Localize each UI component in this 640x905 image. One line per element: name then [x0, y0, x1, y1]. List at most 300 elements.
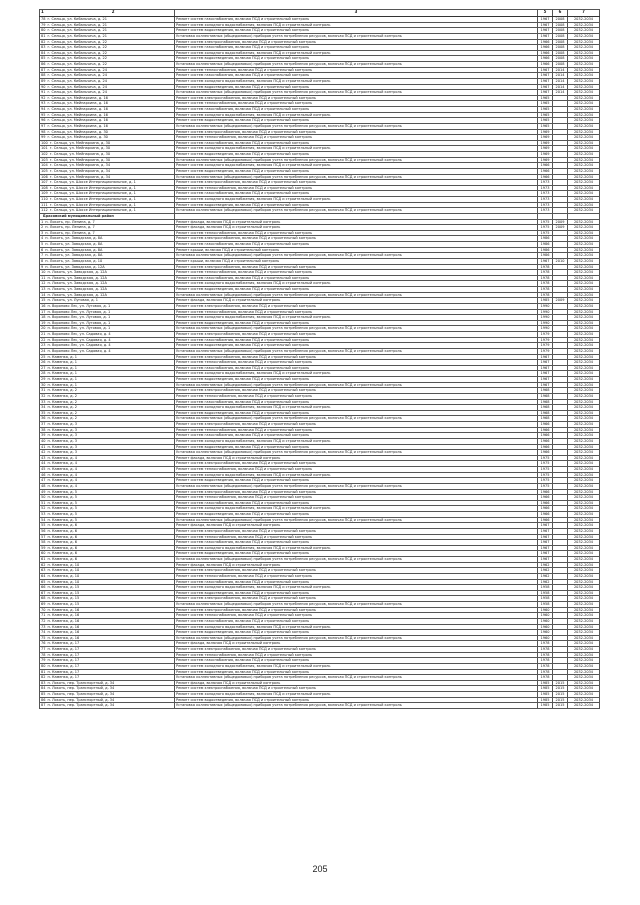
work-type-cell: Ремонт фасада, включая ПСД и строительный контроль [175, 523, 538, 529]
address-cell: п. Каменка, д. 17 [47, 663, 80, 668]
address-cell: п. Локоть, пер. Транспортный, д. 34 [47, 697, 115, 702]
year-built-cell: 1978 [538, 652, 553, 658]
row-number: 14 [41, 292, 46, 297]
work-type-cell: Ремонт систем холодного водоснабжения, включая ПСД и строительный контроль [175, 472, 538, 478]
address-cell: п. Вороново Лес, ул. Луговая, д. 1 [47, 320, 111, 325]
address-cell: п. Каменка, д. 10 [47, 562, 80, 567]
planned-period-cell: 2032-2034 [568, 405, 600, 411]
year-built-cell: 1985 [538, 298, 553, 304]
year-built-cell: 1967 [538, 33, 553, 39]
work-type-cell: Ремонт систем водоотведения, включая ПСД и строительный контроль [175, 168, 538, 174]
planned-period-cell: 2032-2034 [568, 62, 600, 68]
year-built-cell: 1967 [538, 377, 553, 383]
address-cell: г. Сельцо, ул. Шоссе Интернациональное, д. 1 [49, 202, 136, 207]
address-cell: п. Каменка, д. 5 [47, 517, 78, 522]
planned-period-cell: 2032-2034 [568, 647, 600, 653]
row-number: 93 [41, 100, 46, 106]
row-number: 7 [41, 252, 44, 258]
work-type-cell: Ремонт систем водоотведения, включая ПСД и строительный контроль [175, 84, 538, 90]
work-type-cell: Установка коллективных (общедомовых) приборов учета потребления ресурсов, включая ПСД и строительный контроль [175, 703, 538, 709]
row-number: 108 [41, 185, 48, 190]
planned-period-cell: 2032-2034 [568, 438, 600, 444]
address-cell: п. Локоть, пер. Транспортный, д. 34 [47, 680, 115, 685]
year-built-cell: 1966 [538, 489, 553, 495]
row-number: 24 [41, 348, 46, 353]
row-number: 85 [41, 691, 46, 697]
planned-period-cell: 2032-2034 [568, 658, 600, 664]
work-type-cell: Ремонт систем газоснабжения, включая ПСД и строительный контроль [175, 433, 538, 439]
header-cell: 6 [553, 10, 568, 17]
row-number: 70 [41, 607, 46, 612]
planned-period-cell: 2032-2034 [568, 191, 600, 197]
planned-period-cell: 2032-2034 [568, 326, 600, 332]
year-built-cell: 1978 [538, 647, 553, 653]
row-number: 103 [41, 157, 48, 162]
row-number: 89 [41, 78, 46, 83]
planned-period-cell: 2032-2034 [568, 506, 600, 512]
work-type-cell: Ремонт крыши, включая ПСД и строительный контроль [175, 258, 538, 264]
row-number: 36 [41, 415, 46, 421]
planned-period-cell: 2032-2034 [568, 422, 600, 428]
address-cell: п. Локоть, ул. Заводская, д. 12А [45, 264, 105, 269]
planned-period-cell: 2032-2034 [568, 197, 600, 203]
year-built-cell: 1965 [538, 123, 553, 129]
year-built-cell: 1985 [538, 686, 553, 692]
year-built-cell: 1986 [538, 253, 553, 259]
row-number: 8 [41, 258, 44, 263]
row-number: 99 [41, 134, 46, 140]
row-number: 39 [41, 432, 46, 438]
address-cell: г. Сельцо, ул. Кибальчича, д. 24 [47, 72, 107, 78]
year-built-cell: 1975 [538, 455, 553, 461]
planned-period-cell: 2032-2034 [568, 185, 600, 191]
year-built-cell: 1969 [538, 135, 553, 141]
address-cell: п. Локоть, ул. Заводская, д. 12А [47, 280, 107, 286]
address-cell: г. Сельцо, ул. Мейпархина, д. 16 [47, 112, 108, 117]
last-repair-year-cell: 2014 [553, 84, 568, 90]
planned-period-cell: 2032-2034 [568, 332, 600, 338]
year-built-cell: 1967 [538, 360, 553, 366]
address-cell: п. Каменка, д. 3 [47, 432, 78, 438]
year-built-cell: 1967 [538, 67, 553, 73]
year-built-cell: 1965 [538, 107, 553, 113]
last-repair-year-cell: 2008 [553, 56, 568, 62]
row-number: 64 [41, 573, 46, 578]
work-type-cell: Ремонт систем газоснабжения, включая ПСД и строительный контроль [175, 17, 538, 23]
planned-period-cell: 2032-2034 [568, 630, 600, 636]
address-cell: г. Сельцо, ул. Мейпархина, д. 16 [47, 100, 108, 106]
row-number: 33 [41, 399, 46, 404]
address-cell: г. Сельцо, ул. Кибальчича, д. 22 [47, 50, 107, 55]
planned-period-cell: 2032-2034 [568, 135, 600, 141]
work-type-cell: Ремонт крыши, включая ПСД и строительный контроль [175, 247, 538, 253]
work-type-cell: Ремонт систем теплоснабжения, включая ПСД и строительный контроль [175, 534, 538, 540]
work-type-cell: Установка коллективных (общедомовых) приборов учета потребления ресурсов, включая ПСД и строительный контроль [175, 208, 538, 214]
address-cell: п. Локоть, ул. Заводская, д. 8А [45, 235, 103, 241]
last-repair-year-cell: 2014 [553, 78, 568, 84]
row-number: 44 [41, 460, 46, 466]
address-cell: г. Сельцо, ул. Мейпархина, д. 30 [49, 145, 111, 151]
row-number: 71 [41, 612, 46, 618]
year-built-cell: 1966 [538, 163, 553, 169]
year-built-cell: 1965 [538, 95, 553, 101]
address-cell: г. Сельцо, ул. Кибальчича, д. 22 [47, 55, 107, 61]
year-built-cell: 1967 [538, 540, 553, 546]
last-repair-year-cell: 2014 [553, 73, 568, 79]
year-built-cell: 1967 [538, 551, 553, 557]
year-built-cell: 1990 [538, 320, 553, 326]
work-type-cell: Установка коллективных (общедомовых) приборов учета потребления ресурсов, включая ПСД и строительный контроль [175, 635, 538, 641]
work-type-cell: Ремонт систем газоснабжения, включая ПСД и строительный контроль [175, 365, 538, 371]
row-number: 79 [41, 657, 46, 663]
year-built-cell: 1969 [538, 146, 553, 152]
year-built-cell: 1973 [538, 208, 553, 214]
planned-period-cell: 2032-2034 [568, 663, 600, 669]
year-built-cell: 1978 [538, 663, 553, 669]
work-type-cell: Ремонт систем водоотведения, включая ПСД и строительный контроль [175, 28, 538, 34]
planned-period-cell: 2032-2034 [568, 545, 600, 551]
row-number: 92 [41, 95, 46, 100]
planned-period-cell: 2032-2034 [568, 692, 600, 698]
row-number: 23 [41, 342, 46, 348]
planned-period-cell: 2032-2034 [568, 489, 600, 495]
last-repair-year-cell: 2009 [553, 298, 568, 304]
planned-period-cell: 2032-2034 [568, 95, 600, 101]
address-cell: п. Каменка, д. 16 [47, 624, 80, 629]
row-number: 110 [41, 196, 48, 202]
address-cell: п. Каменка, д. 5 [47, 494, 78, 500]
address-cell: г. Сельцо, ул. Шоссе Интернациональное, д. 1 [49, 196, 136, 202]
year-built-cell: 1975 [538, 230, 553, 236]
row-number: 101 [41, 145, 48, 151]
work-type-cell: Ремонт фасада, включая ПСД и строительный контроль [175, 225, 538, 231]
address-cell: г. Сельцо, ул. Мейпархина, д. 30 [49, 140, 111, 145]
year-built-cell: 1975 [538, 219, 553, 225]
work-type-cell: Ремонт систем газоснабжения, включая ПСД и строительный контроль [175, 45, 538, 51]
row-number: 81 [41, 669, 46, 674]
year-built-cell: 1990 [538, 309, 553, 315]
address-cell: п. Каменка, д. 4 [47, 472, 78, 477]
address-cell: г. Сельцо, ул. Мейпархина, д. 16 [47, 117, 108, 123]
year-built-cell: 1978 [538, 264, 553, 270]
address-cell: п. Каменка, д. 15 [47, 595, 80, 601]
address-cell: г. Сельцо, ул. Кибальчича, д. 21 [47, 22, 107, 27]
address-cell: п. Вороново Лес, ул. Садовая, д. 4 [47, 348, 111, 353]
row-number: 84 [41, 685, 46, 691]
address-cell: п. Каменка, д. 3 [47, 421, 78, 427]
address-cell: п. Локоть, ул. Заводская, д. 8А [45, 252, 103, 258]
work-type-cell: Ремонт систем электроснабжения, включая ПСД и строительный контроль [175, 422, 538, 428]
work-type-cell: Установка коллективных (общедомовых) приборов учета потребления ресурсов, включая ПСД и строительный контроль [175, 348, 538, 354]
planned-period-cell: 2032-2034 [568, 624, 600, 630]
year-built-cell: 1978 [538, 641, 553, 647]
work-type-cell: Ремонт систем электроснабжения, включая ПСД и строительный контроль [175, 388, 538, 394]
planned-period-cell: 2032-2034 [568, 590, 600, 596]
address-cell: п. Каменка, д. 5 [47, 505, 78, 511]
work-type-cell: Ремонт систем холодного водоснабжения, включая ПСД и строительный контроль [175, 692, 538, 698]
work-type-cell: Ремонт систем водоотведения, включая ПСД и строительный контроль [175, 410, 538, 416]
planned-period-cell: 2032-2034 [568, 613, 600, 619]
address-cell: п. Каменка, д. 1 [47, 354, 78, 359]
work-type-cell: Ремонт систем теплоснабжения, включая ПСД и строительный контроль [175, 467, 538, 473]
address-cell: п. Каменка, д. 2 [47, 399, 78, 404]
address-cell: п. Каменка, д. 17 [47, 652, 80, 657]
planned-period-cell: 2032-2034 [568, 534, 600, 540]
row-number: 90 [41, 84, 46, 89]
row-number: 52 [41, 505, 46, 511]
work-type-cell: Ремонт систем теплоснабжения, включая ПСД и строительный контроль [175, 230, 538, 236]
planned-period-cell: 2032-2034 [568, 686, 600, 692]
planned-period-cell: 2032-2034 [568, 39, 600, 45]
row-number: 83 [41, 680, 46, 685]
address-cell: п. Каменка, д. 2 [47, 404, 78, 410]
header-cell: 5 [538, 10, 553, 17]
work-type-cell: Ремонт фасада, включая ПСД и строительный контроль [175, 455, 538, 461]
last-repair-year-cell: 2008 [553, 45, 568, 51]
year-built-cell: 1986 [538, 236, 553, 242]
work-type-cell: Установка коллективных (общедомовых) приборов учета потребления ресурсов, включая ПСД и строительный контроль [175, 675, 538, 681]
address-cell: п. Каменка, д. 1 [47, 382, 78, 387]
planned-period-cell: 2032-2034 [568, 219, 600, 225]
address-cell: г. Сельцо, ул. Кибальчича, д. 24 [47, 89, 107, 95]
planned-period-cell: 2032-2034 [568, 253, 600, 259]
address-cell: г. Сельцо, ул. Шоссе Интернациональное, д. 1 [49, 207, 136, 213]
row-number: 29 [41, 376, 46, 382]
planned-period-cell: 2032-2034 [568, 17, 600, 23]
address-cell: п. Локоть, ул. Луговая, д. 1 [47, 297, 98, 303]
row-number: 41 [41, 444, 46, 449]
document-sheet [39, 9, 599, 709]
planned-period-cell: 2032-2034 [568, 315, 600, 321]
planned-period-cell: 2032-2034 [568, 247, 600, 253]
work-type-cell: Ремонт систем водоотведения, включая ПСД и строительный контроль [175, 377, 538, 383]
work-type-cell: Ремонт систем электроснабжения, включая ПСД и строительный контроль [175, 528, 538, 534]
header-cell: 1 [41, 9, 44, 15]
year-built-cell: 1965 [538, 112, 553, 118]
work-type-cell: Ремонт систем электроснабжения, включая ПСД и строительный контроль [175, 647, 538, 653]
row-number: 78 [41, 652, 46, 657]
address-cell: п. Каменка, д. 16 [47, 618, 80, 623]
year-built-cell: 1975 [538, 483, 553, 489]
row-number: 77 [41, 646, 46, 652]
planned-period-cell: 2032-2034 [568, 22, 600, 28]
work-type-cell: Ремонт систем теплоснабжения, включая ПСД и строительный контроль [175, 135, 538, 141]
planned-period-cell: 2032-2034 [568, 202, 600, 208]
planned-period-cell: 2032-2034 [568, 602, 600, 608]
table-body [40, 10, 600, 709]
planned-period-cell: 2032-2034 [568, 517, 600, 523]
work-type-cell: Ремонт систем теплоснабжения, включая ПСД и строительный контроль [175, 185, 538, 191]
year-built-cell: 1968 [538, 399, 553, 405]
year-built-cell: 1967 [538, 371, 553, 377]
year-built-cell: 1975 [538, 472, 553, 478]
planned-period-cell: 2032-2034 [568, 73, 600, 79]
address-cell: п. Каменка, д. 2 [47, 415, 78, 421]
address-cell: п. Локоть, ул. Заводская, д. 8А [45, 241, 103, 247]
address-cell: п. Каменка, д. 16 [47, 635, 80, 640]
planned-period-cell: 2032-2034 [568, 703, 600, 709]
work-type-cell: Ремонт систем холодного водоснабжения, включая ПСД и строительный контроль [175, 22, 538, 28]
last-repair-year-cell: 2014 [553, 67, 568, 73]
year-built-cell: 1960 [538, 635, 553, 641]
year-built-cell: 1969 [538, 152, 553, 158]
year-built-cell: 1973 [538, 180, 553, 186]
planned-period-cell: 2032-2034 [568, 444, 600, 450]
planned-period-cell: 2032-2034 [568, 528, 600, 534]
planned-period-cell: 2032-2034 [568, 483, 600, 489]
year-built-cell: 1985 [538, 697, 553, 703]
planned-period-cell: 2032-2034 [568, 118, 600, 124]
row-number: 6 [41, 247, 44, 252]
planned-period-cell: 2032-2034 [568, 568, 600, 574]
planned-period-cell: 2032-2034 [568, 129, 600, 135]
year-built-cell: 1973 [538, 191, 553, 197]
row-number: 69 [41, 601, 46, 607]
year-built-cell: 1966 [538, 495, 553, 501]
year-built-cell: 1967 [538, 28, 553, 34]
year-built-cell: 1967 [538, 365, 553, 371]
address-cell: п. Каменка, д. 17 [47, 640, 80, 646]
planned-period-cell: 2032-2034 [568, 298, 600, 304]
last-repair-year-cell: 2008 [553, 39, 568, 45]
planned-period-cell: 2032-2034 [568, 28, 600, 34]
address-cell: г. Сельцо, ул. Кибальчича, д. 22 [47, 61, 107, 67]
address-cell: г. Сельцо, ул. Кибальчича, д. 21 [47, 27, 107, 33]
planned-period-cell: 2032-2034 [568, 264, 600, 270]
planned-period-cell: 2032-2034 [568, 348, 600, 354]
year-built-cell: 1985 [538, 680, 553, 686]
year-built-cell: 1967 [538, 382, 553, 388]
planned-period-cell: 2032-2034 [568, 343, 600, 349]
address-cell: г. Сельцо, ул. Кибальчича, д. 24 [47, 84, 107, 89]
year-built-cell: 1966 [538, 174, 553, 180]
last-repair-year-cell: 2008 [553, 33, 568, 39]
address-cell: г. Сельцо, ул. Мейпархина, д. 30 [49, 157, 111, 162]
planned-period-cell: 2032-2034 [568, 112, 600, 118]
work-type-cell: Ремонт систем водоотведения, включая ПСД и строительный контроль [175, 478, 538, 484]
row-number: 81 [41, 33, 46, 38]
address-cell: п. Каменка, д. 1 [47, 359, 78, 365]
last-repair-year-cell: 2015 [553, 686, 568, 692]
row-number: 27 [41, 365, 46, 370]
planned-period-cell: 2032-2034 [568, 107, 600, 113]
planned-period-cell: 2032-2034 [568, 607, 600, 613]
work-type-cell: Ремонт систем водоотведения, включая ПСД и строительный контроль [175, 287, 538, 293]
row-number: 30 [41, 382, 46, 387]
row-number: 96 [41, 117, 46, 123]
planned-period-cell: 2032-2034 [568, 123, 600, 129]
work-type-cell: Ремонт систем водоотведения, включая ПСД и строительный контроль [175, 512, 538, 518]
planned-period-cell: 2032-2034 [568, 500, 600, 506]
row-number: 20 [41, 325, 46, 331]
address-cell: п. Каменка, д. 6 [47, 539, 78, 545]
planned-period-cell: 2032-2034 [568, 680, 600, 686]
row-number: 105 [41, 168, 48, 173]
row-number: 53 [41, 511, 46, 517]
address-cell: п. Каменка, д. 2 [47, 387, 78, 393]
address-cell: г. Сельцо, ул. Шоссе Интернациональное, д. 1 [49, 185, 136, 190]
planned-period-cell: 2032-2034 [568, 669, 600, 675]
row-number: 31 [41, 387, 46, 393]
year-built-cell: 1960 [538, 630, 553, 636]
year-built-cell: 1958 [538, 585, 553, 591]
last-repair-year-cell: 2008 [553, 22, 568, 28]
planned-period-cell: 2032-2034 [568, 393, 600, 399]
planned-period-cell: 2032-2034 [568, 270, 600, 276]
planned-period-cell: 2032-2034 [568, 236, 600, 242]
address-cell: п. Локоть, пер. Транспортный, д. 34 [47, 702, 115, 708]
year-built-cell: 1962 [538, 579, 553, 585]
address-cell: п. Каменка, д. 4 [47, 460, 78, 466]
row-number: 16 [41, 303, 46, 308]
row-number: 62 [41, 562, 46, 567]
planned-period-cell: 2032-2034 [568, 303, 600, 309]
address-cell: Брасовский муниципальный район [43, 213, 114, 218]
work-type-cell: Установка коллективных (общедомовых) приборов учета потребления ресурсов, включая ПСД и строительный контроль [175, 483, 538, 489]
work-type-cell: Ремонт систем теплоснабжения, включая ПСД и строительный контроль [175, 652, 538, 658]
address-cell: п. Каменка, д. 6 [47, 550, 78, 556]
work-type-cell: Ремонт систем холодного водоснабжения, включая ПСД и строительный контроль [175, 197, 538, 203]
row-number: 82 [41, 39, 46, 44]
last-repair-year-cell: 2015 [553, 692, 568, 698]
address-cell: п. Локоть, ул. Заводская, д. 10 [45, 258, 103, 263]
row-number: 26 [41, 359, 46, 365]
work-type-cell: Ремонт систем газоснабжения, включая ПСД и строительный контроль [175, 275, 538, 281]
address-cell: п. Вороново Лес, ул. Луговая, д. 1 [47, 314, 111, 320]
year-built-cell: 1966 [538, 517, 553, 523]
row-number: 51 [41, 500, 46, 505]
row-number: 15 [41, 297, 46, 303]
work-type-cell: Ремонт систем газоснабжения, включая ПСД и строительный контроль [175, 337, 538, 343]
year-built-cell: 1978 [538, 281, 553, 287]
planned-period-cell: 2032-2034 [568, 416, 600, 422]
year-built-cell: 1969 [538, 129, 553, 135]
year-built-cell: 1962 [538, 568, 553, 574]
year-built-cell: 1969 [538, 140, 553, 146]
planned-period-cell: 2032-2034 [568, 472, 600, 478]
planned-period-cell: 2032-2034 [568, 433, 600, 439]
header-row [40, 10, 600, 17]
row-number: 35 [41, 410, 46, 415]
year-built-cell: 1978 [538, 675, 553, 681]
planned-period-cell: 2032-2034 [568, 84, 600, 90]
work-type-cell: Ремонт систем холодного водоснабжения, включая ПСД и строительный контроль [175, 112, 538, 118]
address-cell: п. Каменка, д. 4 [47, 455, 78, 460]
address-cell: п. Каменка, д. 3 [47, 449, 78, 455]
row-number: 60 [41, 550, 46, 556]
address-cell: г. Сельцо, ул. Кибальчича, д. 24 [47, 67, 107, 72]
header-cell: 3 [175, 10, 538, 17]
address-cell: п. Локоть, ул. Заводская, д. 8А [45, 247, 103, 252]
address-cell: п. Локоть, пр. Ленина, д. 7 [45, 219, 95, 224]
row-number: 94 [41, 106, 46, 112]
planned-period-cell: 2032-2034 [568, 157, 600, 163]
row-number: 28 [41, 370, 46, 376]
row-number: 34 [41, 404, 46, 410]
year-built-cell: 1990 [538, 315, 553, 321]
work-type-cell: Ремонт систем газоснабжения, включая ПСД и строительный контроль [175, 579, 538, 585]
work-type-cell: Установка коллективных (общедомовых) приборов учета потребления ресурсов, включая ПСД и строительный контроль [175, 174, 538, 180]
year-built-cell: 1975 [538, 225, 553, 231]
work-type-cell: Ремонт систем холодного водоснабжения, включая ПСД и строительный контроль [175, 371, 538, 377]
row-number: 54 [41, 517, 46, 522]
work-type-cell: Ремонт систем теплоснабжения, включая ПСД и строительный контроль [175, 613, 538, 619]
address-cell: п. Вороново Лес, ул. Садовая, д. 4 [47, 337, 111, 342]
row-number: 87 [41, 702, 46, 708]
year-built-cell: 1966 [538, 56, 553, 62]
year-built-cell: 1979 [538, 332, 553, 338]
address-cell: п. Локоть, ул. Заводская, д. 12А [47, 269, 107, 275]
